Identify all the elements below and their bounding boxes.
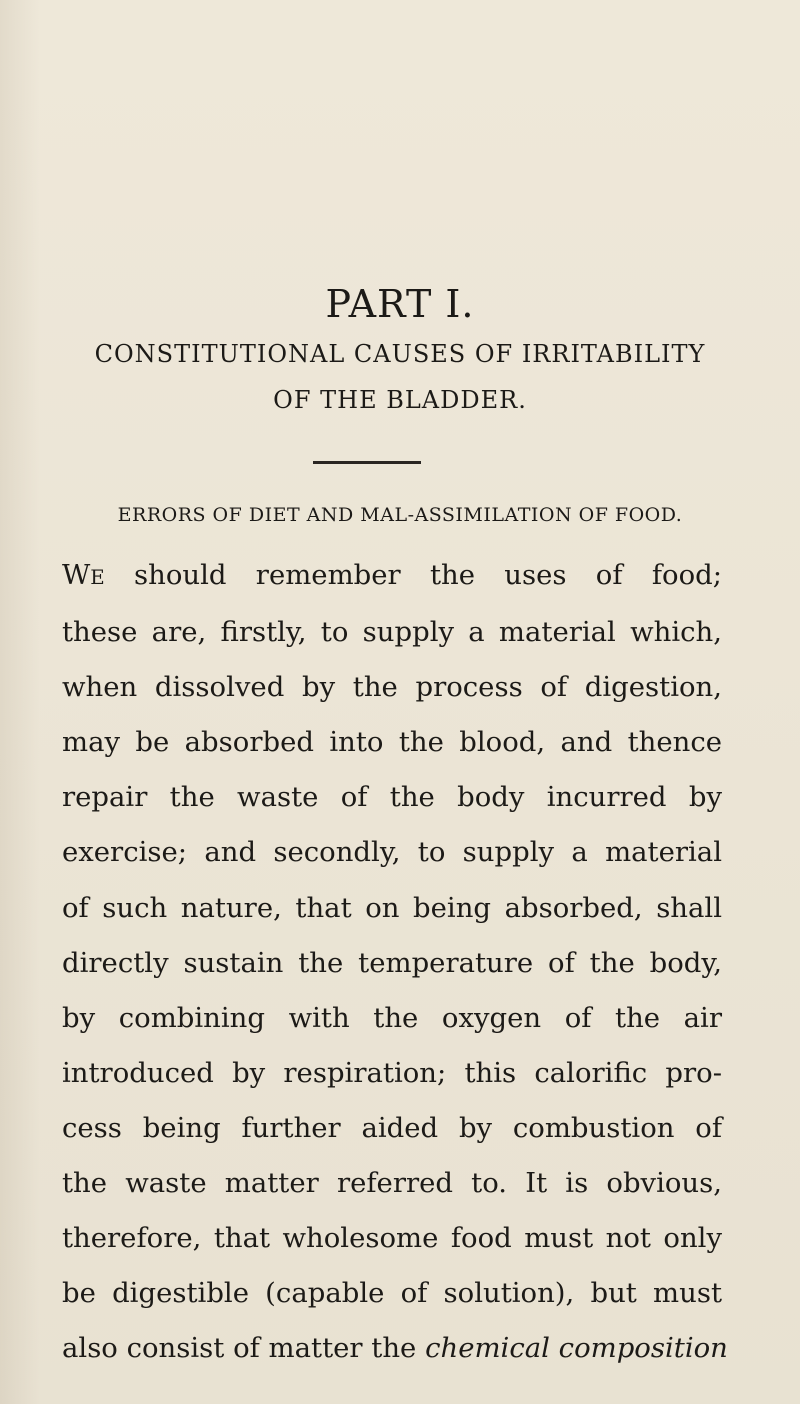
subheading: ERRORS OF DIET AND MAL-ASSIMILATION OF FOOD. [117, 504, 683, 526]
body-line-1 [62, 548, 722, 605]
body-line-7: of such nature, that on being absorbed, shall [62, 891, 722, 924]
body-line-3: when dissolved by the process of digestion, [62, 671, 722, 704]
body-line-4: may be absorbed into the blood, and thence [62, 726, 722, 759]
body-line-12: the waste matter referred to. It is obvious, [62, 1167, 722, 1200]
first-word-initial: W [62, 559, 91, 591]
body-line-1-rest: should remember the uses of food; [104, 559, 722, 591]
section-divider-rule [313, 461, 421, 464]
body-line-9: by combining with the oxygen of the air [62, 1001, 722, 1034]
section-title-line-1: CONSTITUTIONAL CAUSES OF IRRITABILITY [94, 340, 706, 368]
body-line-2: these are, firstly, to supply a material which, [62, 616, 722, 649]
body-line-13: therefore, that wholesome food must not only [62, 1222, 722, 1255]
body-line-15-italic: chemical composition [425, 1332, 728, 1365]
body-line-8: directly sustain the temperature of the body, [62, 946, 722, 979]
body-paragraph [62, 548, 728, 1376]
part-title: PART I. [325, 282, 475, 326]
section-title-line-2: OF THE BLADDER. [273, 386, 527, 414]
body-line-14: be digestible (capable of solution), but must [62, 1277, 722, 1310]
body-line-6: exercise; and secondly, to supply a material [62, 836, 722, 869]
body-line-15-start: also consist of matter the [62, 1332, 426, 1365]
body-line-10: introduced by respiration; this calorific pro- [62, 1056, 722, 1089]
body-line-5: repair the waste of the body incurred by [62, 781, 722, 814]
first-word-rest: E [90, 566, 105, 589]
body-line-15 [62, 1321, 728, 1376]
body-line-11: cess being further aided by combustion of [62, 1111, 722, 1144]
